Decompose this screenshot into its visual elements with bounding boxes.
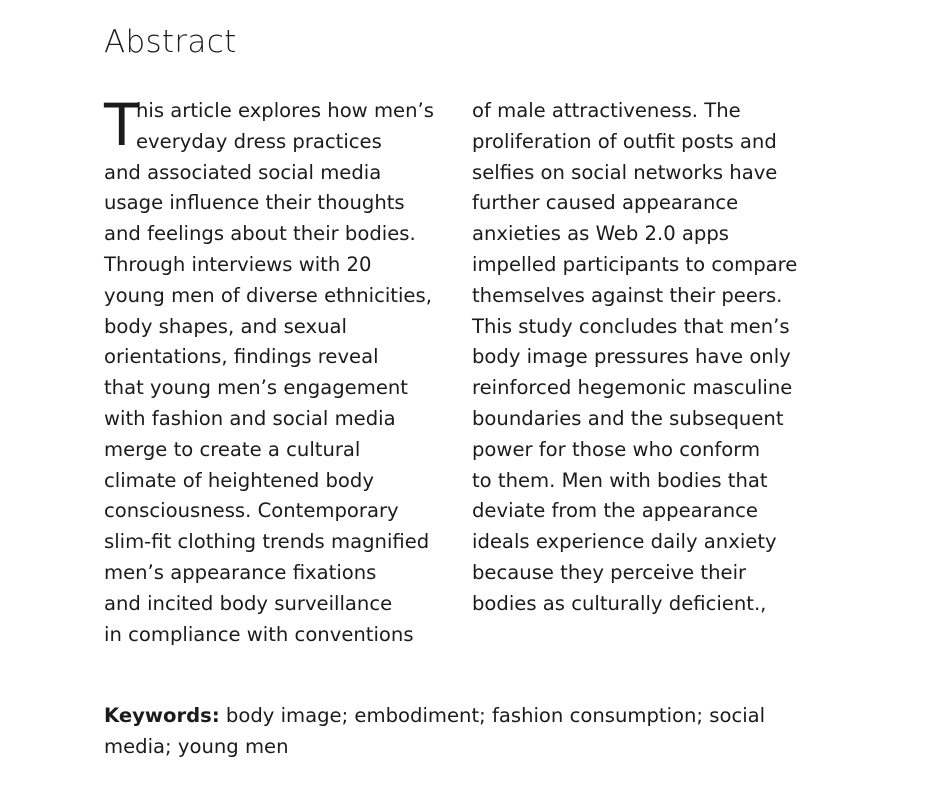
abstract-line: ideals experience daily anxiety [472, 530, 777, 554]
abstract-line: with fashion and social media [104, 406, 396, 430]
keywords-text: body image; embodiment; fashion consumption; social media; young men [104, 704, 766, 758]
abstract-line: body image pressures have only [472, 345, 791, 369]
abstract-line: impelled participants to compare [472, 252, 798, 276]
abstract-line: because they perceive their [472, 560, 747, 584]
abstract-line: and feelings about their bodies. [104, 222, 416, 246]
abstract-line: in compliance with conventions [104, 622, 414, 646]
abstract-line: of male attractiveness. The [472, 99, 741, 122]
abstract-line: climate of heightened body [104, 468, 374, 492]
abstract-line: anxieties as Web 2.0 apps [472, 222, 730, 246]
keywords-label: Keywords: [104, 704, 220, 727]
abstract-line: bodies as culturally deficient., [472, 591, 767, 615]
abstract-line: selfies on social networks have [472, 160, 778, 184]
abstract-line: themselves against their peers. [472, 283, 783, 307]
abstract-line: young men of diverse ethnicities, [104, 283, 432, 307]
drop-cap: T [104, 91, 140, 159]
abstract-left-column [104, 91, 434, 650]
abstract-line: slim-fit clothing trends magnified [104, 530, 430, 554]
keywords-paragraph [104, 700, 804, 762]
abstract-line: proliferation of outfit posts and [472, 129, 777, 153]
abstract-line: This study concludes that men’s [472, 314, 790, 338]
abstract-line: his article explores how men’s [136, 99, 434, 122]
abstract-line: deviate from the appearance [472, 499, 758, 523]
abstract-line: everyday dress practices [136, 129, 382, 153]
abstract-right-column [472, 96, 797, 620]
abstract-line: consciousness. Contemporary [104, 499, 399, 523]
abstract-line: reinforced hegemonic masculine [472, 376, 793, 400]
abstract-line: that young men’s engagement [104, 376, 408, 400]
abstract-line: men’s appearance fixations [104, 560, 377, 584]
abstract-line: merge to create a cultural [104, 437, 361, 461]
abstract-line: power for those who conform [472, 437, 761, 461]
abstract-heading: Abstract [104, 24, 237, 60]
abstract-line: Through interviews with 20 [104, 252, 372, 276]
abstract-line: to them. Men with bodies that [472, 468, 768, 492]
abstract-line: body shapes, and sexual [104, 314, 347, 338]
abstract-line: boundaries and the subsequent [472, 406, 784, 430]
abstract-line: and associated social media [104, 160, 382, 184]
abstract-line: and incited body surveillance [104, 591, 393, 615]
abstract-line: further caused appearance [472, 191, 739, 215]
abstract-line: usage influence their thoughts [104, 191, 405, 215]
abstract-line: orientations, findings reveal [104, 345, 379, 369]
